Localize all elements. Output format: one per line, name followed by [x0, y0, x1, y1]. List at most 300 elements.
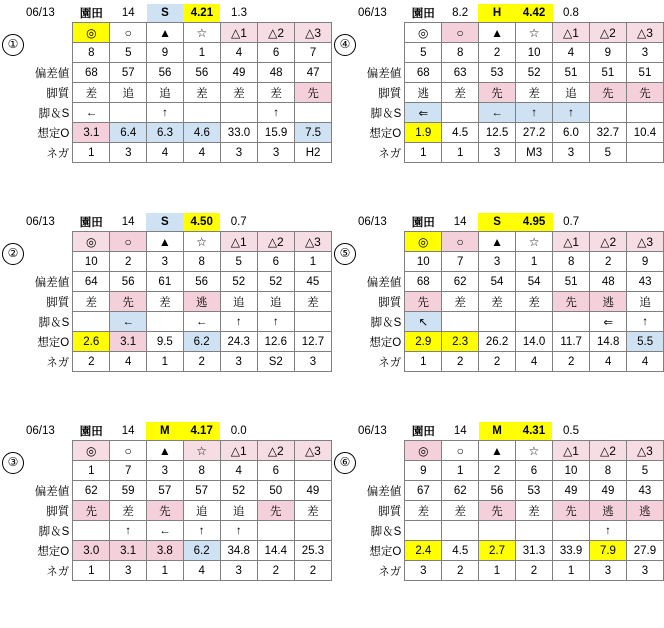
- data-cell: 67: [405, 481, 442, 501]
- mark-cell: △3: [627, 232, 664, 252]
- data-cell: 2: [257, 561, 294, 581]
- data-cell: 先: [110, 292, 147, 312]
- data-cell: 差: [146, 292, 183, 312]
- data-cell: 62: [442, 272, 479, 292]
- data-cell: 2: [479, 461, 516, 481]
- data-cell: 3: [478, 252, 515, 272]
- data-cell: 差: [442, 83, 479, 103]
- data-cell: [442, 103, 479, 123]
- data-cell: 8: [73, 43, 110, 63]
- data-cell: 2: [294, 561, 331, 581]
- data-cell: ↑: [553, 103, 590, 123]
- header-grade: S: [147, 4, 184, 23]
- data-cell: 6: [257, 461, 294, 481]
- data-cell: 1: [479, 561, 516, 581]
- data-cell: 3: [405, 561, 442, 581]
- mark-cell: △3: [294, 441, 331, 461]
- table-header-row: [356, 422, 664, 441]
- header-time: 4.21: [183, 4, 220, 23]
- marks-row: [24, 23, 332, 43]
- mark-cell: ☆: [183, 232, 220, 252]
- data-cell: 1: [516, 252, 553, 272]
- data-cell: 逃: [183, 292, 220, 312]
- data-cell: 9: [405, 461, 442, 481]
- race-table: [356, 4, 664, 163]
- row-label: 想定O: [37, 545, 70, 558]
- table-row: [24, 501, 332, 521]
- row-label: [24, 43, 73, 63]
- row-label: 想定O: [369, 336, 402, 349]
- data-cell: 50: [257, 481, 294, 501]
- table-row: [356, 272, 664, 292]
- table-row: [356, 332, 664, 352]
- data-cell: 56: [110, 272, 147, 292]
- data-cell: 1: [73, 143, 110, 163]
- table-row: [24, 252, 332, 272]
- header-spacer: [590, 422, 627, 441]
- row-label: [24, 461, 73, 481]
- data-cell: [516, 312, 553, 332]
- mark-cell: ▲: [478, 232, 515, 252]
- header-spacer: [589, 4, 626, 23]
- header-date: 06/13: [26, 216, 55, 229]
- data-cell: 差: [294, 292, 331, 312]
- data-cell: 3: [220, 561, 257, 581]
- data-cell: 8: [590, 461, 627, 481]
- mark-cell: △1: [553, 23, 590, 43]
- row-label: [356, 43, 405, 63]
- data-cell: 3: [110, 143, 147, 163]
- header-spacer: [295, 4, 332, 23]
- data-cell: 2: [73, 352, 110, 372]
- data-cell: 3: [146, 461, 183, 481]
- data-cell: 差: [442, 292, 479, 312]
- mark-cell: ○: [442, 441, 479, 461]
- data-cell: ↑: [258, 103, 295, 123]
- data-cell: 先: [73, 501, 110, 521]
- data-cell: 54: [516, 272, 553, 292]
- data-cell: ⇐: [405, 103, 442, 123]
- table-row: [356, 312, 664, 332]
- row-label: [356, 232, 405, 252]
- block-number: ②: [2, 243, 24, 265]
- data-cell: 53: [515, 481, 552, 501]
- race-table: [24, 213, 332, 372]
- mark-cell: ◎: [405, 23, 442, 43]
- data-cell: 3: [478, 143, 515, 163]
- race-table: [356, 422, 664, 581]
- data-cell: ↑: [257, 312, 294, 332]
- data-cell: 2: [478, 352, 515, 372]
- block-number: ④: [334, 34, 356, 56]
- header-venue: 園田: [411, 8, 435, 20]
- row-label: 偏差値: [34, 276, 70, 289]
- data-cell: 27.9: [626, 541, 663, 561]
- race-table-container: [356, 4, 664, 163]
- race-table: [24, 422, 332, 581]
- data-cell: 4.6: [183, 123, 220, 143]
- marks-row: [356, 232, 664, 252]
- marks-row: [24, 232, 332, 252]
- header-venue: 園田: [79, 426, 103, 438]
- header-race-number: 14: [121, 425, 135, 437]
- data-cell: 9: [147, 43, 184, 63]
- mark-cell: △3: [626, 23, 663, 43]
- mark-cell: △1: [220, 232, 257, 252]
- data-cell: ↑: [220, 312, 257, 332]
- marks-row: [356, 441, 664, 461]
- data-cell: 31.3: [515, 541, 552, 561]
- row-label: [356, 461, 405, 481]
- header-grade: M: [146, 422, 183, 441]
- data-cell: 9: [589, 43, 626, 63]
- mark-cell: ◎: [73, 23, 110, 43]
- data-cell: 51: [553, 272, 590, 292]
- mark-cell: ☆: [183, 441, 220, 461]
- data-cell: 7.9: [590, 541, 627, 561]
- data-cell: 差: [478, 292, 515, 312]
- data-cell: 追: [220, 501, 257, 521]
- table-row: [356, 461, 664, 481]
- row-label: 脚質: [46, 296, 70, 309]
- table-row: [24, 123, 332, 143]
- data-cell: 4: [220, 43, 257, 63]
- data-cell: 8: [183, 252, 220, 272]
- data-cell: 先: [405, 292, 442, 312]
- table-row: [356, 481, 664, 501]
- data-cell: 先: [589, 83, 626, 103]
- data-cell: 6.3: [147, 123, 184, 143]
- data-cell: 差: [110, 501, 147, 521]
- mark-cell: △3: [294, 232, 331, 252]
- race-block: [332, 209, 664, 418]
- data-cell: [552, 521, 589, 541]
- data-cell: 12.6: [257, 332, 294, 352]
- table-row: [24, 103, 332, 123]
- table-row: [24, 292, 332, 312]
- race-block: [0, 0, 332, 209]
- data-cell: ↑: [627, 312, 664, 332]
- mark-cell: △2: [258, 23, 295, 43]
- data-cell: M3: [516, 143, 553, 163]
- row-label: 想定O: [369, 545, 402, 558]
- marks-row: [24, 441, 332, 461]
- data-cell: 4.5: [442, 541, 479, 561]
- marks-row: [356, 23, 664, 43]
- row-label: 脚＆S: [370, 525, 402, 538]
- data-cell: 4: [183, 561, 220, 581]
- data-cell: [479, 521, 516, 541]
- mark-cell: ○: [442, 232, 479, 252]
- data-cell: 差: [405, 501, 442, 521]
- data-cell: 7: [442, 252, 479, 272]
- mark-cell: ○: [110, 232, 147, 252]
- header-diff: 0.0: [230, 425, 247, 437]
- data-cell: 49: [590, 481, 627, 501]
- header-race-number: 14: [453, 216, 467, 228]
- data-cell: 47: [295, 63, 332, 83]
- data-cell: 4: [516, 352, 553, 372]
- data-cell: [405, 521, 442, 541]
- data-cell: [183, 103, 220, 123]
- data-cell: ←: [110, 312, 147, 332]
- row-label: 偏差値: [34, 485, 70, 498]
- row-label: 想定O: [369, 127, 402, 140]
- data-cell: [626, 103, 663, 123]
- header-spacer: [258, 4, 295, 23]
- data-cell: 3: [220, 352, 257, 372]
- table-header-row: [24, 213, 332, 232]
- header-spacer: [257, 213, 294, 232]
- mark-cell: ○: [442, 23, 479, 43]
- row-label: 脚質: [378, 296, 402, 309]
- race-block: [0, 209, 332, 418]
- header-time: 4.42: [516, 4, 553, 23]
- data-cell: 逃: [626, 501, 663, 521]
- header-date: 06/13: [26, 425, 55, 438]
- data-cell: 59: [110, 481, 147, 501]
- header-time: 4.50: [183, 213, 220, 232]
- data-cell: 10: [405, 252, 442, 272]
- header-spacer: [294, 422, 331, 441]
- data-cell: 2.9: [405, 332, 442, 352]
- data-cell: 6: [258, 43, 295, 63]
- data-cell: 先: [626, 83, 663, 103]
- header-diff: 0.8: [562, 7, 579, 19]
- data-cell: [294, 521, 331, 541]
- data-cell: 49: [220, 63, 257, 83]
- table-row: [356, 103, 664, 123]
- data-cell: 逃: [405, 83, 442, 103]
- data-cell: 2: [553, 352, 590, 372]
- mark-cell: ◎: [405, 232, 442, 252]
- data-cell: 53: [478, 63, 515, 83]
- header-date: 06/13: [358, 425, 387, 438]
- data-cell: 34.8: [220, 541, 257, 561]
- row-label: ネガ: [378, 147, 402, 160]
- data-cell: 追: [627, 292, 664, 312]
- table-row: [24, 561, 332, 581]
- header-diff: 0.5: [563, 425, 580, 437]
- race-table-container: [24, 4, 332, 163]
- data-cell: 4: [553, 43, 590, 63]
- data-cell: [73, 312, 110, 332]
- data-cell: [146, 312, 183, 332]
- data-cell: 10: [516, 43, 553, 63]
- block-number: ⑤: [334, 243, 356, 265]
- table-row: [24, 83, 332, 103]
- data-cell: 先: [478, 83, 515, 103]
- data-cell: 1: [73, 561, 110, 581]
- data-cell: 差: [220, 83, 257, 103]
- data-cell: 57: [110, 63, 147, 83]
- data-cell: [626, 143, 663, 163]
- header-diff: 0.7: [230, 216, 247, 228]
- data-cell: ↑: [220, 521, 257, 541]
- header-grade: H: [478, 4, 515, 23]
- data-cell: 8: [183, 461, 220, 481]
- data-cell: H2: [295, 143, 332, 163]
- table-row: [24, 461, 332, 481]
- row-label: 脚＆S: [370, 107, 402, 120]
- data-cell: 52: [220, 481, 257, 501]
- data-cell: 3: [220, 143, 257, 163]
- data-cell: 10.4: [626, 123, 663, 143]
- data-cell: 2: [183, 352, 220, 372]
- mark-cell: △3: [295, 23, 332, 43]
- table-row: [356, 123, 664, 143]
- data-cell: 11.7: [553, 332, 590, 352]
- header-venue: 園田: [79, 8, 103, 20]
- data-cell: 7: [295, 43, 332, 63]
- data-cell: ↑: [147, 103, 184, 123]
- data-cell: 4: [590, 352, 627, 372]
- header-spacer: [590, 213, 627, 232]
- header-race-number: 14: [121, 7, 135, 19]
- data-cell: 差: [258, 83, 295, 103]
- row-label: 脚＆S: [38, 107, 70, 120]
- table-row: [24, 541, 332, 561]
- data-cell: 10: [552, 461, 589, 481]
- row-label: [356, 441, 405, 461]
- mark-cell: △1: [552, 441, 589, 461]
- data-cell: 25.3: [294, 541, 331, 561]
- data-cell: 52: [516, 63, 553, 83]
- race-block: [332, 418, 664, 628]
- mark-cell: △1: [220, 23, 257, 43]
- row-label: 偏差値: [366, 276, 402, 289]
- data-cell: 56: [183, 63, 220, 83]
- data-cell: 1: [146, 561, 183, 581]
- data-cell: 1: [183, 43, 220, 63]
- block-number: ①: [2, 34, 24, 56]
- mark-cell: ☆: [183, 23, 220, 43]
- data-cell: 5: [626, 461, 663, 481]
- table-row: [356, 252, 664, 272]
- mark-cell: △2: [589, 23, 626, 43]
- data-cell: ←: [183, 312, 220, 332]
- data-cell: 68: [405, 63, 442, 83]
- data-cell: 2.3: [442, 332, 479, 352]
- data-cell: 3.1: [110, 332, 147, 352]
- mark-cell: △3: [626, 441, 663, 461]
- table-header-row: [24, 422, 332, 441]
- mark-cell: ☆: [515, 441, 552, 461]
- mark-cell: ▲: [147, 23, 184, 43]
- row-label: 偏差値: [34, 67, 70, 80]
- header-venue: 園田: [79, 217, 103, 229]
- data-cell: 12.7: [294, 332, 331, 352]
- header-date: 06/13: [358, 216, 387, 229]
- row-label: 偏差値: [366, 67, 402, 80]
- mark-cell: ○: [110, 441, 147, 461]
- data-cell: 6: [515, 461, 552, 481]
- table-row: [24, 143, 332, 163]
- data-cell: 5: [220, 252, 257, 272]
- data-cell: 追: [553, 83, 590, 103]
- data-cell: 32.7: [589, 123, 626, 143]
- data-cell: 7.5: [295, 123, 332, 143]
- race-table-container: [24, 422, 332, 581]
- data-cell: 14.4: [257, 541, 294, 561]
- data-cell: [442, 312, 479, 332]
- data-cell: 逃: [590, 292, 627, 312]
- data-cell: 追: [257, 292, 294, 312]
- header-spacer: [294, 213, 331, 232]
- header-race-number: 14: [121, 216, 135, 228]
- data-cell: [553, 312, 590, 332]
- data-cell: 2: [590, 252, 627, 272]
- row-label: [356, 252, 405, 272]
- row-label: 脚＆S: [38, 316, 70, 329]
- mark-cell: △2: [590, 232, 627, 252]
- data-cell: 2: [110, 252, 147, 272]
- data-cell: ←: [146, 521, 183, 541]
- data-cell: 7: [110, 461, 147, 481]
- table-row: [24, 272, 332, 292]
- data-cell: 62: [442, 481, 479, 501]
- row-label: ネガ: [46, 356, 70, 369]
- data-cell: 1: [552, 561, 589, 581]
- race-table-container: [356, 422, 664, 581]
- race-table: [356, 213, 664, 372]
- header-grade: S: [478, 213, 515, 232]
- data-cell: 3: [146, 252, 183, 272]
- data-cell: 6.0: [553, 123, 590, 143]
- race-block: [0, 418, 332, 628]
- data-cell: 12.5: [478, 123, 515, 143]
- data-cell: 5: [589, 143, 626, 163]
- race-table-container: [24, 213, 332, 372]
- data-cell: 1.9: [405, 123, 442, 143]
- data-cell: 先: [552, 501, 589, 521]
- row-label: [24, 441, 73, 461]
- data-cell: 差: [516, 83, 553, 103]
- mark-cell: △1: [553, 232, 590, 252]
- row-label: ネガ: [378, 565, 402, 578]
- data-cell: 8: [553, 252, 590, 272]
- data-cell: 2: [515, 561, 552, 581]
- data-cell: 1: [405, 352, 442, 372]
- mark-cell: ▲: [146, 232, 183, 252]
- data-cell: 2.6: [73, 332, 110, 352]
- header-date: 06/13: [358, 7, 387, 20]
- table-row: [356, 43, 664, 63]
- data-cell: ↑: [590, 521, 627, 541]
- data-cell: 追: [220, 292, 257, 312]
- data-cell: 4: [627, 352, 664, 372]
- header-time: 4.95: [516, 213, 553, 232]
- header-race-number: 14: [453, 425, 467, 437]
- data-cell: 9.5: [146, 332, 183, 352]
- data-cell: 56: [479, 481, 516, 501]
- data-cell: 差: [294, 501, 331, 521]
- row-label: ネガ: [46, 565, 70, 578]
- data-cell: 1: [442, 461, 479, 481]
- data-cell: 差: [73, 292, 110, 312]
- table-row: [24, 63, 332, 83]
- data-cell: 3: [553, 143, 590, 163]
- data-cell: 48: [590, 272, 627, 292]
- mark-cell: ☆: [516, 23, 553, 43]
- table-row: [24, 312, 332, 332]
- data-cell: 10: [73, 252, 110, 272]
- data-cell: 3.0: [73, 541, 110, 561]
- data-cell: 68: [73, 63, 110, 83]
- data-cell: ⇐: [590, 312, 627, 332]
- data-cell: S2: [257, 352, 294, 372]
- data-cell: 48: [258, 63, 295, 83]
